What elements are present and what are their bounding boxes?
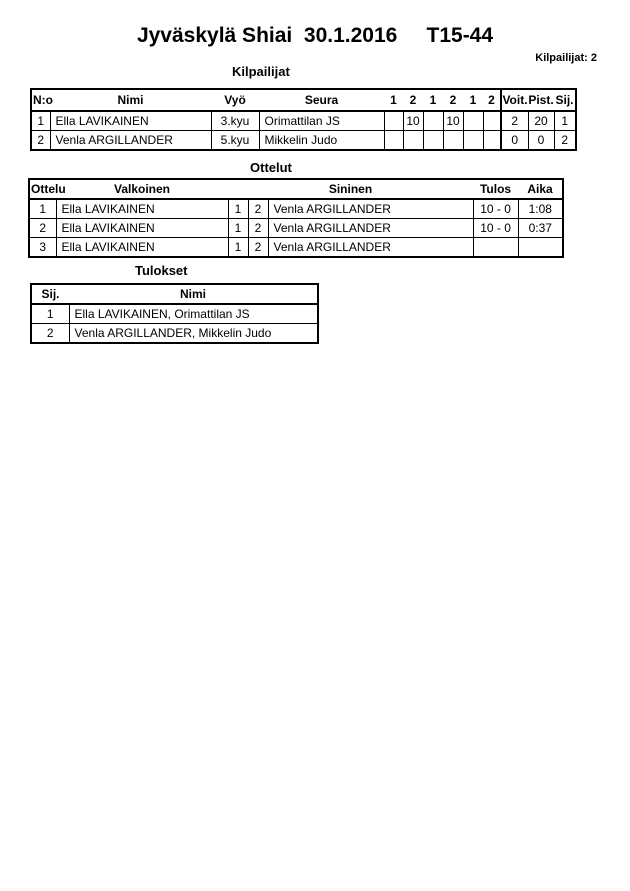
competitors-count: Kilpailijat: 2 [535,52,597,64]
competitor-belt: 3.kyu [211,111,259,131]
score-cell: 10 [403,111,423,131]
match-time [518,238,563,258]
result-row [31,324,318,344]
match-result: 10 - 0 [473,219,518,238]
result-name: Venla ARGILLANDER, Mikkelin Judo [69,324,318,344]
score-cell [463,111,483,131]
col-header-place: Sij. [31,284,69,304]
match-no: 1 [29,199,56,219]
result-row [31,304,318,324]
section-heading-competitors: Kilpailijat [232,64,290,79]
score-cell [483,111,501,131]
section-heading-matches: Ottelut [250,160,292,175]
match-blue-name: Venla ARGILLANDER [268,219,473,238]
competitor-club: Orimattilan JS [259,111,384,131]
score-cell [483,131,501,151]
competitor-belt: 5.kyu [211,131,259,151]
competitor-place: 1 [554,111,576,131]
score-cell [443,131,463,151]
competitor-name: Venla ARGILLANDER [50,131,211,151]
match-row [29,219,563,238]
score-cell [403,131,423,151]
match-white-no: 1 [228,219,248,238]
score-cell [384,111,403,131]
matches-header-row [29,179,563,199]
score-cell [423,111,443,131]
match-blue-name: Venla ARGILLANDER [268,238,473,258]
competitor-wins: 2 [501,111,528,131]
page-title: Jyväskylä Shiai 30.1.2016 T15-44 [136,24,494,47]
col-header-round-3: 1 [423,89,443,111]
match-row [29,199,563,219]
results-table [30,283,319,344]
score-cell [423,131,443,151]
competitor-no: 1 [31,111,50,131]
match-result [473,238,518,258]
col-header-club: Seura [259,89,384,111]
col-header-time: Aika [518,179,563,199]
col-header-blue: Sininen [228,179,473,199]
result-place: 2 [31,324,69,344]
col-header-round-2: 2 [403,89,423,111]
competitor-place: 2 [554,131,576,151]
results-header-row [31,284,318,304]
competitor-wins: 0 [501,131,528,151]
result-place: 1 [31,304,69,324]
match-blue-no: 2 [248,219,268,238]
competitor-row [31,111,576,131]
col-header-wins: Voit. [501,89,528,111]
col-header-round-6: 2 [483,89,501,111]
match-row [29,238,563,258]
competitor-no: 2 [31,131,50,151]
col-header-result: Tulos [473,179,518,199]
match-no: 2 [29,219,56,238]
match-blue-no: 2 [248,238,268,258]
match-no: 3 [29,238,56,258]
match-time: 1:08 [518,199,563,219]
competitor-points: 0 [528,131,554,151]
competitor-points: 20 [528,111,554,131]
col-header-name: Nimi [69,284,318,304]
col-header-round-4: 2 [443,89,463,111]
col-header-round-1: 1 [384,89,403,111]
match-white-no: 1 [228,199,248,219]
section-heading-results: Tulokset [135,263,188,278]
match-white-name: Ella LAVIKAINEN [56,199,228,219]
col-header-no: N:o [31,89,50,111]
match-white-name: Ella LAVIKAINEN [56,238,228,258]
result-name: Ella LAVIKAINEN, Orimattilan JS [69,304,318,324]
col-header-points: Pist. [528,89,554,111]
score-cell: 10 [443,111,463,131]
col-header-white: Valkoinen [56,179,228,199]
competitors-header-row [31,89,576,111]
matches-table [28,178,564,258]
col-header-place: Sij. [554,89,576,111]
score-cell [463,131,483,151]
col-header-round-5: 1 [463,89,483,111]
match-blue-no: 2 [248,199,268,219]
col-header-match: Ottelu [29,179,56,199]
competitors-table [30,88,577,151]
match-result: 10 - 0 [473,199,518,219]
score-cell [384,131,403,151]
competitor-name: Ella LAVIKAINEN [50,111,211,131]
col-header-belt: Vyö [211,89,259,111]
competitor-club: Mikkelin Judo [259,131,384,151]
col-header-name: Nimi [50,89,211,111]
match-white-name: Ella LAVIKAINEN [56,219,228,238]
match-white-no: 1 [228,238,248,258]
competitor-row [31,131,576,151]
match-time: 0:37 [518,219,563,238]
match-blue-name: Venla ARGILLANDER [268,199,473,219]
